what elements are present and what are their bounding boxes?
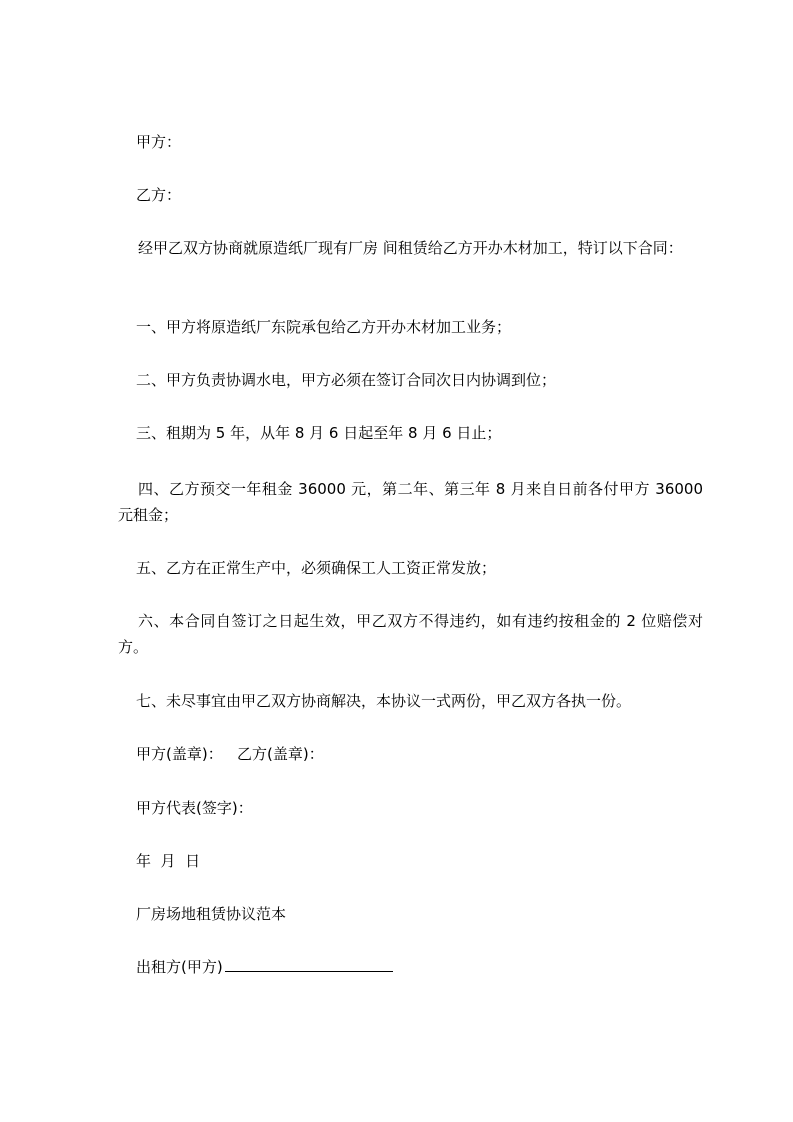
clause-6: 六、本合同自签订之日起生效，甲乙双方不得违约，如有违约按租金的 2 位赔偿对方。 bbox=[118, 612, 703, 656]
second-document-title: 厂房场地租赁协议范本 bbox=[136, 905, 287, 923]
clause-5: 五、乙方在正常生产中，必须确保工人工资正常发放； bbox=[136, 559, 497, 577]
lessor-blank-field[interactable] bbox=[225, 956, 393, 972]
party-b-label: 乙方： bbox=[136, 186, 182, 204]
lessor-label: 出租方(甲方) bbox=[136, 958, 223, 976]
party-a-label: 甲方： bbox=[136, 133, 182, 151]
lessor-line bbox=[136, 956, 393, 978]
date-line: 年 月 日 bbox=[136, 852, 201, 870]
seal-line: 甲方(盖章)： 乙方(盖章)： bbox=[136, 745, 324, 763]
clause-2: 二、甲方负责协调水电，甲方必须在签订合同次日内协调到位； bbox=[136, 371, 557, 389]
clause-1: 一、甲方将原造纸厂东院承包给乙方开办木材加工业务； bbox=[136, 318, 512, 336]
clause-4: 四、乙方预交一年租金 36000 元，第二年、第三年 8 月来自日前各付甲方 36000 元租金； bbox=[118, 480, 703, 524]
representative-signature-line: 甲方代表(签字)： bbox=[136, 799, 253, 817]
intro-paragraph: 经甲乙双方协商就原造纸厂现有厂房 间租赁给乙方开办木材加工，特订以下合同： bbox=[138, 239, 683, 257]
clause-3: 三、租期为 5 年，从年 8 月 6 日起至年 8 月 6 日止； bbox=[136, 424, 502, 442]
clause-7: 七、未尽事宜由甲乙双方协商解决，本协议一式两份，甲乙双方各执一份。 bbox=[136, 692, 632, 710]
